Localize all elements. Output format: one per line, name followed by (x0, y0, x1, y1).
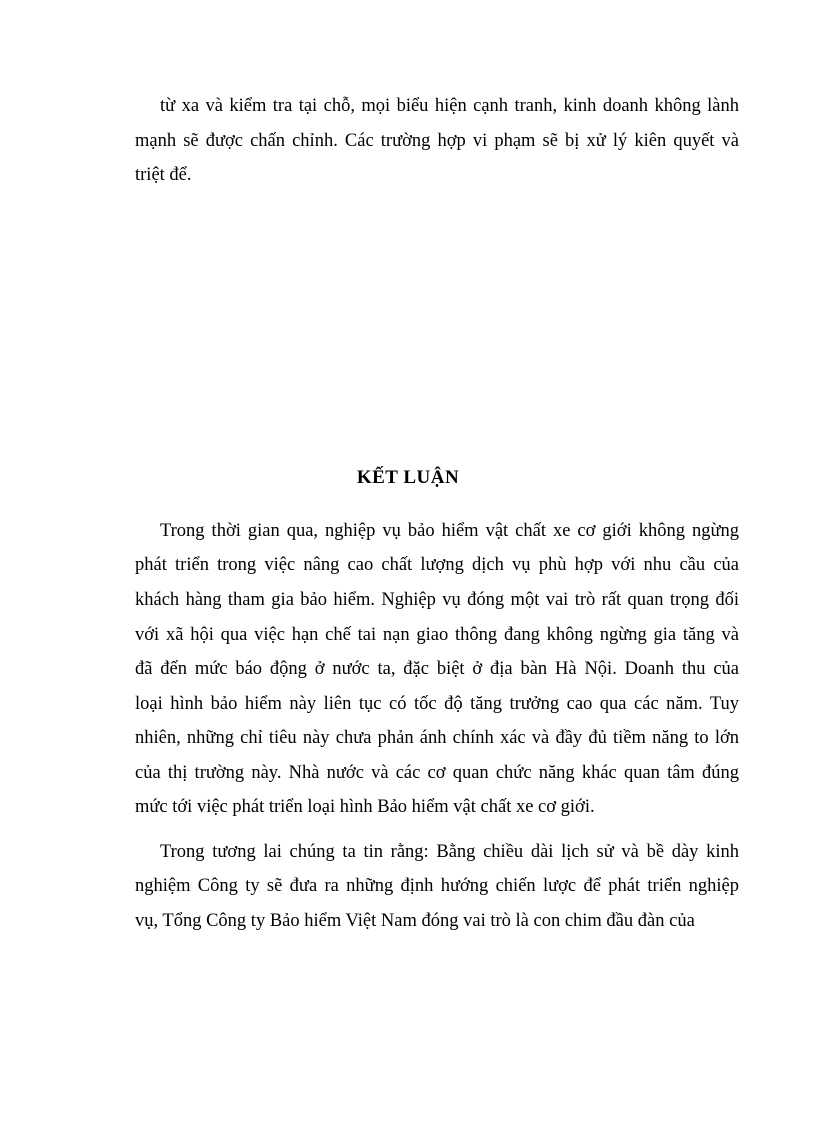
paragraph-2-line-2: nghiệm Công ty sẽ đưa ra những định hướng chiến lược để phát triển nghiệp (135, 876, 739, 896)
prev-paragraph-line-1: từ xa và kiểm tra tại chỗ, mọi biểu hiện cạnh tranh, kinh doanh không lành (160, 96, 739, 116)
paragraph-2-line-1: Trong tương lai chúng ta tin rằng: Bằng chiều dài lịch sử và bề dày kinh (160, 842, 739, 862)
prev-paragraph-line-3: triệt để. (135, 165, 192, 185)
paragraph-2-line-3: vụ, Tổng Công ty Bảo hiểm Việt Nam đóng vai trò là con chim đầu đàn của (135, 911, 695, 931)
prev-paragraph-line-2: mạnh sẽ được chấn chỉnh. Các trường hợp vi phạm sẽ bị xử lý kiên quyết và (135, 131, 739, 151)
paragraph-1-line-4: với xã hội qua việc hạn chế tai nạn giao thông đang không ngừng gia tăng và (135, 625, 739, 645)
paragraph-1-line-5: đã đến mức báo động ở nước ta, đặc biệt ở địa bàn Hà Nội. Doanh thu của (135, 659, 739, 679)
paragraph-1-line-2: phát triển trong việc nâng cao chất lượng dịch vụ phù hợp với nhu cầu của (135, 555, 739, 575)
section-title: KẾT LUẬN (356, 467, 460, 488)
paragraph-1-line-3: khách hàng tham gia bảo hiểm. Nghiệp vụ đóng một vai trò rất quan trọng đối (135, 590, 739, 610)
paragraph-1-line-9: mức tới việc phát triển loại hình Bảo hiểm vật chất xe cơ giới. (135, 797, 595, 817)
paragraph-1-line-6: loại hình bảo hiểm này liên tục có tốc độ tăng trưởng cao qua các năm. Tuy (135, 694, 739, 714)
paragraph-1-line-7: nhiên, những chỉ tiêu này chưa phản ánh chính xác và đầy đủ tiềm năng to lớn (135, 728, 739, 748)
paragraph-1-line-1: Trong thời gian qua, nghiệp vụ bảo hiểm vật chất xe cơ giới không ngừng (160, 521, 739, 541)
paragraph-1-line-8: của thị trường này. Nhà nước và các cơ quan chức năng khác quan tâm đúng (135, 763, 739, 783)
